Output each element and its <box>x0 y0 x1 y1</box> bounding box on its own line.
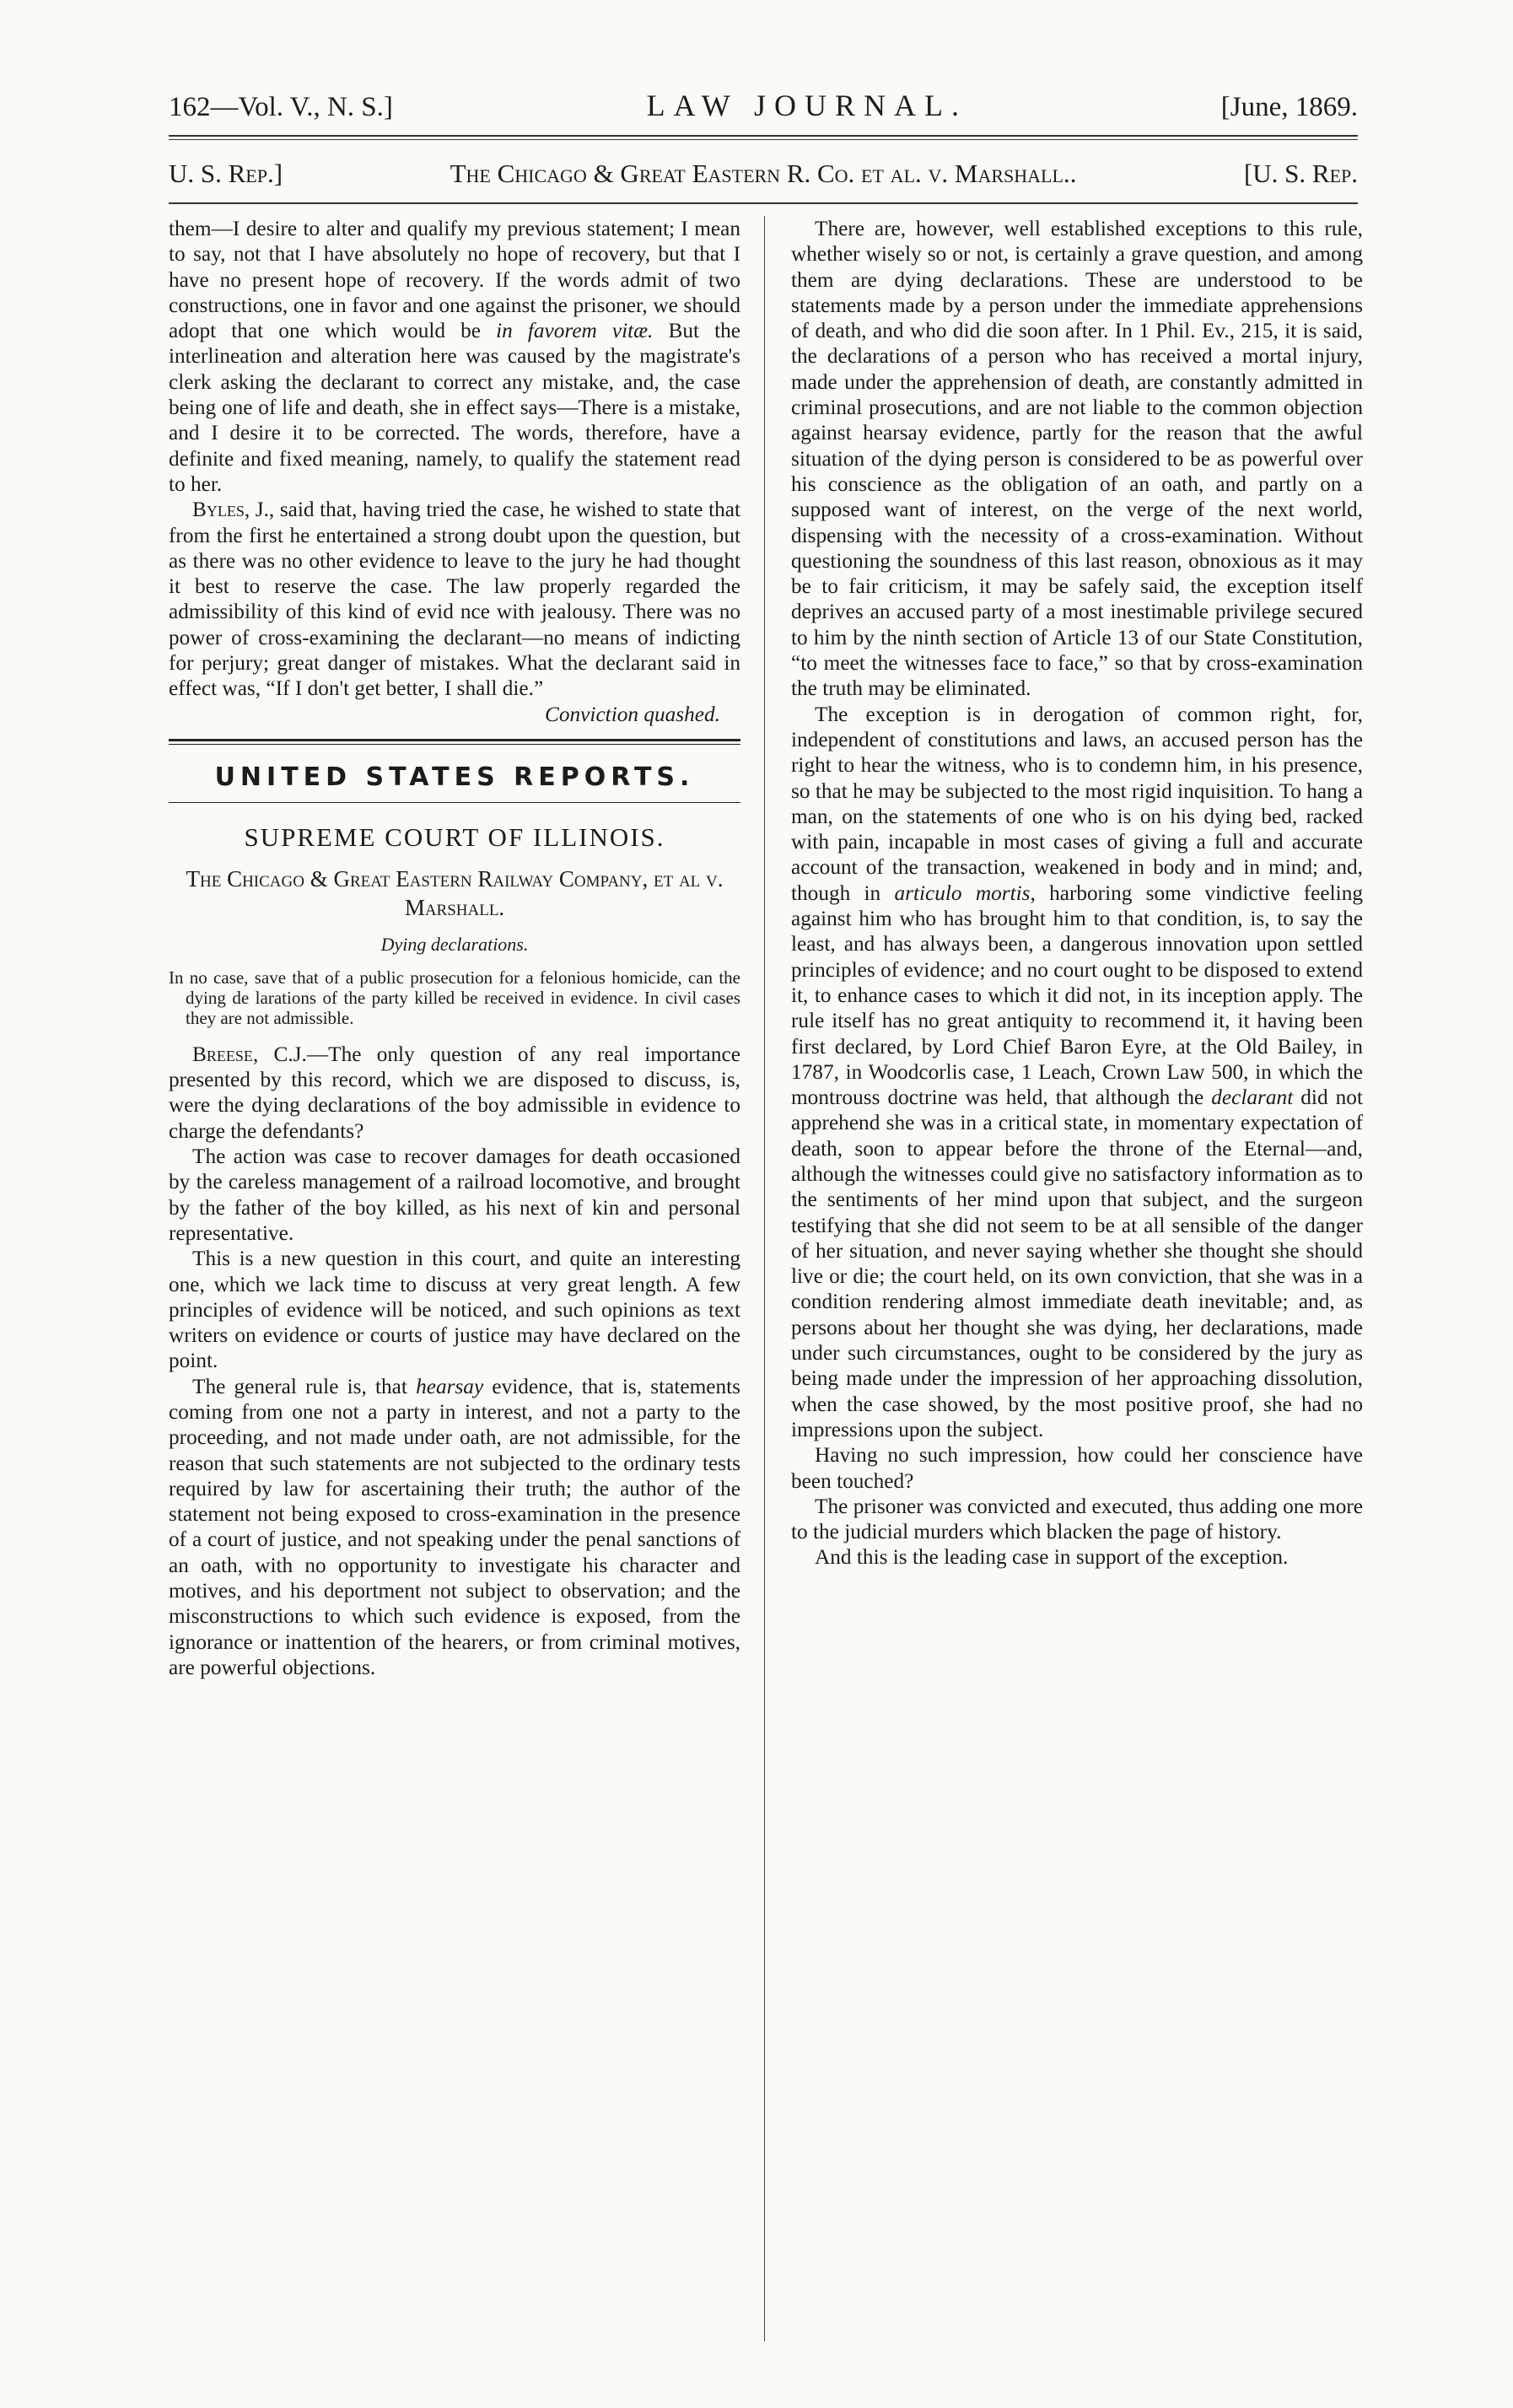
right-column <box>791 216 1363 1570</box>
case-title: The Chicago & Great Eastern Railway Company, et al v. Marshall. <box>186 865 724 920</box>
running-head-date: [June, 1869. <box>1220 92 1358 122</box>
case-head-rule <box>169 202 1358 204</box>
italic-text: articulo mortis <box>894 881 1031 905</box>
section-rule <box>169 739 740 745</box>
text: , harboring some vindictive feeling against him who has brought him to that condition, is, to say the least, and has always been, a dangerous innovation upon settled principles of evidence; and no court ought to be disposed to extend it, to enhance cases to which it did not, in its inception apply. The rule itself has no great antiquity to recommend it, it having been first declared, by Lord Chief Baron Eyre, at the Old Bailey, in 1787, in Woodcorlis case, 1 Leach, Crown Law 500, in which the montrouss doctrine was held, that although the <box>791 881 1363 1110</box>
left-column <box>169 216 740 1680</box>
case-topic: Dying declarations. <box>380 933 529 955</box>
case-head-title: The Chicago & Great Eastern R. Co. et al. v. Marshall.. <box>450 159 1077 188</box>
paragraph <box>169 1374 740 1681</box>
header-rule-thin <box>169 139 1358 140</box>
italic-text: in favorem vitæ. <box>496 319 654 343</box>
syllabus: In no case, save that of a public prosecution for a felonious homicide, can the dying de larations of the party killed be received in evidence. In civil cases they are not admissible. <box>169 967 740 1028</box>
paragraph <box>791 702 1363 1443</box>
italic-text: hearsay <box>416 1374 484 1398</box>
section-title: UNITED STATES REPORTS. <box>214 762 695 792</box>
text: did not apprehend she was in a critical state, in momentary expectation of death, soon to appear before the throne of the Eternal—and, although the witnesses could give no satisfactory information as to the sentiments of her mind upon that subject, and the surgeon testifying that she did not seem to be at all sensible of the danger of her situation, and never saying whether she thought she should live or die; the court held, on its own conviction, that she was in a condition rendering almost immediate death inevitable; and, as persons about her thought she was dying, her declarations, made under such circumstances, ought to be considered by the jury as being made under the impression of her approaching dissolution, when the case showed, by the most positive proof, she had no impressions upon the subject. <box>791 1085 1363 1441</box>
section-rule-thin <box>169 802 740 803</box>
conclusion: Conviction quashed. <box>545 702 720 726</box>
text: The exception is in derogation of common right, for, independent of constitutions and laws, an accused person has the right to hear the witness, who is to condemn him, in his presence, so that he may be subjected to the most rigid inquisition. To hang a man, on the statements of one who is on his dying bed, racked with pain, incapable in most cases of giving a full and accurate account of the transaction, weakened in body and in mind; and, though in <box>791 702 1363 905</box>
text: —The only question of any real importance presented by this record, which we are disposed to discuss, is, were the dying declarations of the boy admissible in evidence to charge the defendants? <box>169 1042 740 1143</box>
judge-name: Breese, C.J. <box>192 1042 307 1066</box>
text: But the interlineation and alteration here was caused by the magistrate's clerk asking the declarant to correct any mistake, and, the case being one of life and death, she in effect says—There is a mistake, and I desire it to be corrected. The words, therefore, have a definite and fixed meaning, namely, to qualify the statement read to her. <box>169 319 741 496</box>
case-head-right: [U. S. Rep. <box>1243 159 1358 188</box>
paragraph: And this is the leading case in support of the exception. <box>815 1545 1289 1570</box>
header-rule <box>169 135 1358 137</box>
paragraph <box>169 216 740 497</box>
paragraph: The action was case to recover damages for death occasioned by the careless management of a railroad locomotive, and brought by the father of the boy killed, as his next of kin and personal representative. <box>169 1145 740 1245</box>
text: said that, having tried the case, he wished to state that from the first he entertained a strong doubt upon the question, but as there was no other evidence to leave to the jury he had thought it best to reserve the case. The law properly regarded the admissibility of this kind of evid nce with jealousy. There was no power of cross-examining the declarant—no means of indicting for perjury; great danger of mistakes. What the declarant said in effect was, “If I don't get better, I shall die.” <box>169 498 741 701</box>
text: The general rule is, that <box>192 1374 417 1398</box>
court-name: SUPREME COURT OF ILLINOIS. <box>244 822 665 853</box>
running-head-journal-title: LAW JOURNAL. <box>646 89 968 122</box>
column-divider <box>764 216 765 2341</box>
text: evidence, that is, statements coming from one not a party in interest, and not a party to the proceeding, and not made under oath, are not admissible, for the reason that such statements are not subjected to the ordinary tests required by law for ascertaining their truth; the author of the statement not being exposed to cross-examination in the presence of a court of justice, and not speaking under the penal sanctions of an oath, with no opportunity to investigate his character and motives, and his deportment not subject to observation; and the misconstructions to which such evidence is exposed, from the ignorance or inattention of the hearers, or from criminal motives, are powerful objections. <box>169 1374 741 1679</box>
text: them—I desire to alter and qualify my previous statement; I mean to say, not that I have absolutely no hope of recovery, but that I have no present hope of recovery. If the words admit of two constructions, one in favor and one against the prisoner, we should adopt that one which would be <box>169 217 740 343</box>
case-head <box>169 159 1358 192</box>
paragraph: Having no such impression, how could her conscience have been touched? <box>791 1443 1363 1493</box>
judge-name: Byles, J., <box>192 498 275 522</box>
running-head-volume: 162—Vol. V., N. S.] <box>169 92 393 122</box>
case-head-left: U. S. Rep.] <box>169 159 283 188</box>
paragraph: This is a new question in this court, and quite an interesting one, which we lack time to discuss at very great length. A few principles of evidence will be noticed, and such opinions as text writers on evidence or courts of justice may have declared on the point. <box>169 1247 740 1373</box>
paragraph <box>169 1042 740 1144</box>
italic-text: declarant <box>1211 1085 1294 1110</box>
paragraph: The prisoner was convicted and executed, thus adding one more to the judicial murders which blacken the page of history. <box>791 1494 1363 1544</box>
paragraph <box>169 497 740 701</box>
paragraph: There are, however, well established exceptions to this rule, whether wisely so or not, is certainly a grave question, and among them are dying declarations. These are understood to be statements made by a person under the immediate apprehensions of death, and who did die soon after. In 1 Phil. Ev., 215, it is said, the declarations of a person who has received a mortal injury, made under the apprehension of death, are constantly admitted in criminal prosecutions, and are not liable to the common objection against hearsay evidence, partly for the reason that the awful situation of the dying person is considered to be as powerful over his conscience as the obligation of an oath, and partly on a supposed want of interest, on the verge of the next world, dispensing with the necessity of a cross-examination. Without questioning the soundness of this last reason, obnoxious as it may be to fair criticism, it may be safely said, the exception itself deprives an accused party of a most inestimable privilege secured to him by the ninth section of Article 13 of our State Constitution, “to meet the witnesses face to face,” so that by cross-examination the truth may be eliminated. <box>791 217 1363 701</box>
running-head <box>169 88 1358 125</box>
